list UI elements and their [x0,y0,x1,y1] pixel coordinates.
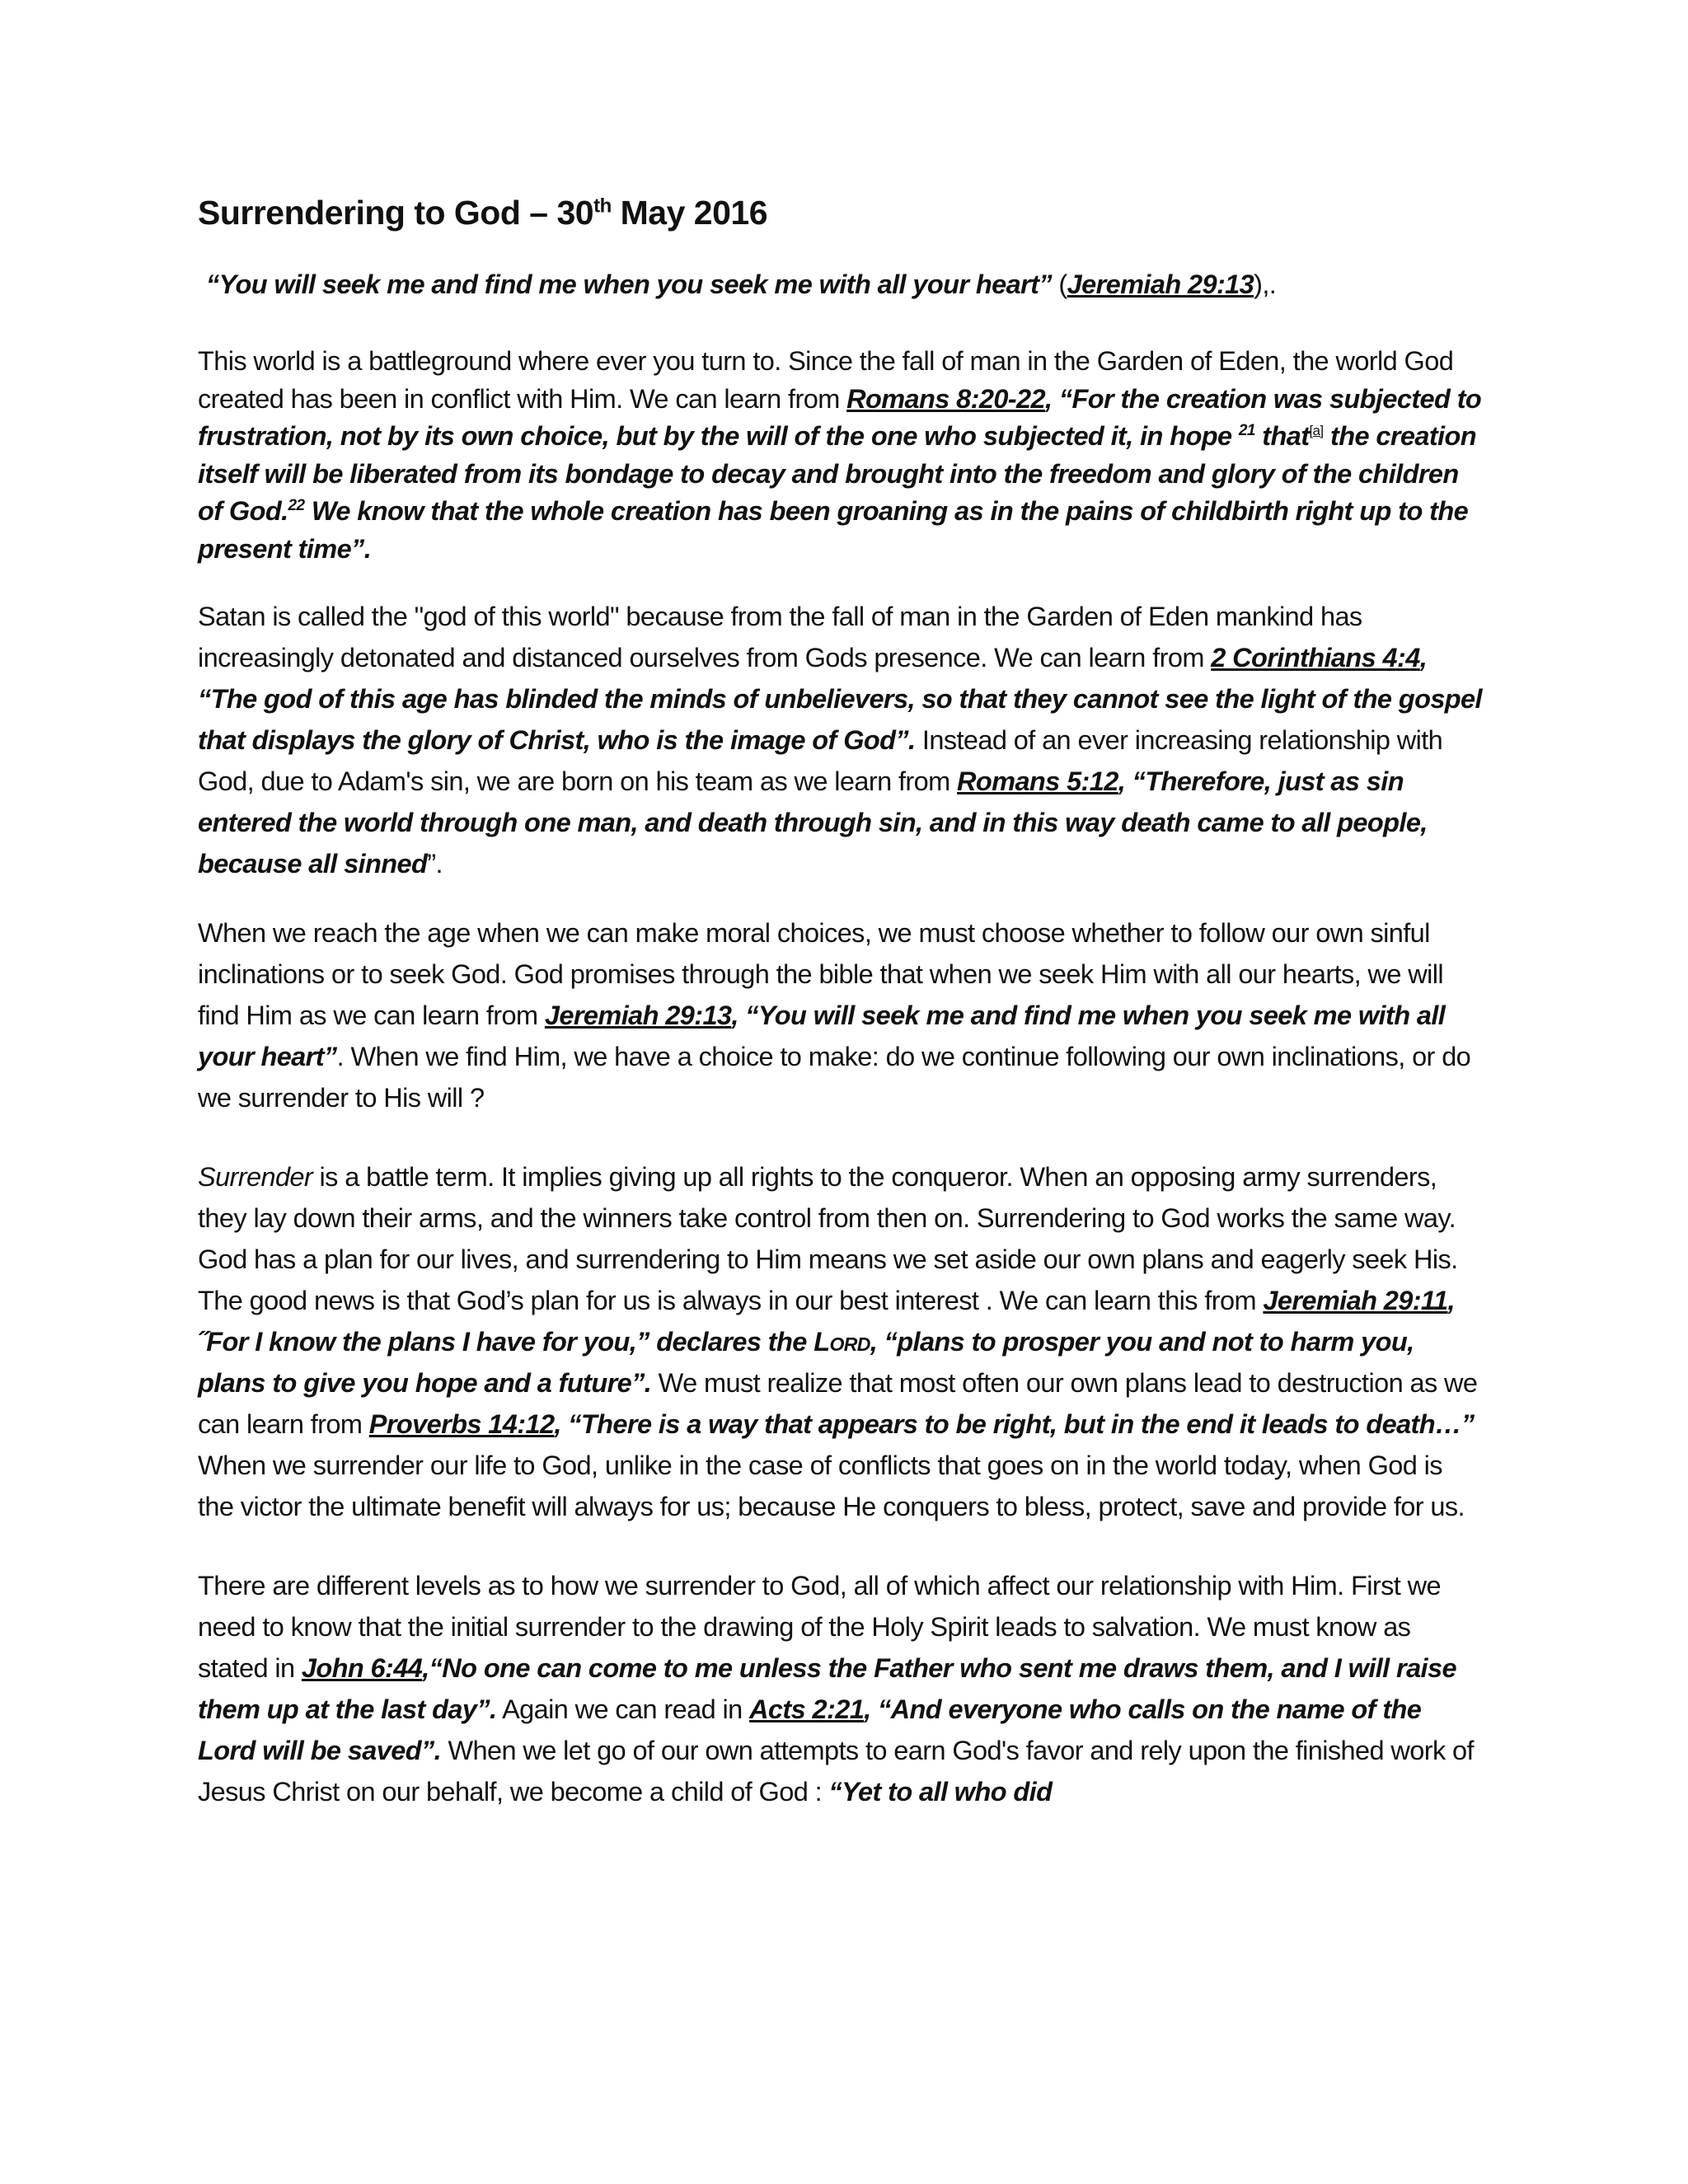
paragraph-moral-choices: When we reach the age when we can make moral choices, we must choose whether to follow our own sinful inclinations or to seek God. God promises through the bible that when we seek Him with all our hearts, we will find Him as we can learn from Jeremiah 29:13, “You will seek me and find me when you seek me with all your heart”. When we find Him, we have a choice to make: do we continue following our own inclinations, or do we surrender to His will ? [198,918,1471,1113]
scripture-link-2-corinthians-4-4[interactable]: 2 Corinthians 4:4 [1211,643,1420,673]
scripture-link-jeremiah-29-11[interactable]: Jeremiah 29:11 [1263,1286,1448,1315]
scripture-link-acts-2-21[interactable]: Acts 2:21 [749,1694,865,1724]
scripture-link-romans-8-20[interactable]: Romans 8:20-22 [846,383,1045,414]
scripture-link-john-6-44[interactable]: John 6:44 [301,1653,423,1683]
scripture-link-jeremiah-29-13-b[interactable]: Jeremiah 29:13 [544,1001,732,1030]
paragraph-levels: There are different levels as to how we surrender to God, all of which affect our relationship with Him. First we need to know that the initial surrender to the drawing of the Holy Spirit leads to salvation. We must know as stated in John 6:44,“No one can come to me unless the Father who sent me draws them, and I will raise them up at the last day”. Again we can read in Acts 2:21, “And everyone who calls on the name of the Lord will be saved”. When we let go of our own attempts to earn God's favor and rely upon the finished work of Jesus Christ on our behalf, we become a child of God : “Yet to all who did [198,1571,1474,1807]
document-page [198,194,1484,1840]
page-title: Surrendering to God – 30th May 2016 [198,194,767,232]
intro-quote: “You will seek me and find me when you seek me with all your heart” (Jeremiah 29:13),. [206,269,1277,299]
paragraph-satan: Satan is called the "god of this world" because from the fall of man in the Garden of Eden mankind has increasingly detonated and distanced ourselves from Gods presence. We can learn from 2 Corinthians 4:4, “The god of this age has blinded the minds of unbelievers, so that they cannot see the light of the gospel that displays the glory of Christ, who is the image of God”. Instead of an ever increasing relationship with God, due to Adam's sin, we are born on his team as we learn from Romans 5:12, “Therefore, just as sin entered the world through one man, and death through sin, and in this way death came to all people, because all sinned”. [198,602,1482,879]
paragraph-surrender: Surrender is a battle term. It implies giving up all rights to the conqueror. When an opposing army surrenders, they lay down their arms, and the winners take control from then on. Surrendering to God works the same way. God has a plan for our lives, and surrendering to Him means we set aside our own plans and eagerly seek His. The good news is that God’s plan for us is always in our best interest . We can learn this from Jeremiah 29:11, ˝For I know the plans I have for you,” declares the Lord, “plans to prosper you and not to harm you, plans to give you hope and a future”. We must realize that most often our own plans lead to destruction as we can learn from Proverbs 14:12, “There is a way that appears to be right, but in the end it leads to death…” When we surrender our life to God, unlike in the case of conflicts that goes on in the world today, when God is the victor the ultimate benefit will always for us; because He conquers to bless, protect, save and provide for us. [198,1162,1478,1521]
footnote-link[interactable]: [a] [1309,423,1324,439]
paragraph-battleground: This world is a battleground where ever you turn to. Since the fall of man in the Garden of Eden, the world God created has been in conflict with Him. We can learn from Romans 8:20-22, “For the creation was subjected to frustration, not by its own choice, but by the will of the one who subjected it, in hope $^{21}$ that[a] the creation itself will be liberated from its bondage to decay and brought into the freedom and glory of the children of God.$^{22}$ We know that the whole creation has been groaning as in the pains of childbirth right up to the present time”. [198,346,1482,564]
scripture-link-jeremiah-29-13[interactable]: Jeremiah 29:13 [1067,269,1254,299]
scripture-link-romans-5-12[interactable]: Romans 5:12 [957,766,1118,796]
scripture-link-proverbs-14-12[interactable]: Proverbs 14:12 [368,1409,555,1439]
